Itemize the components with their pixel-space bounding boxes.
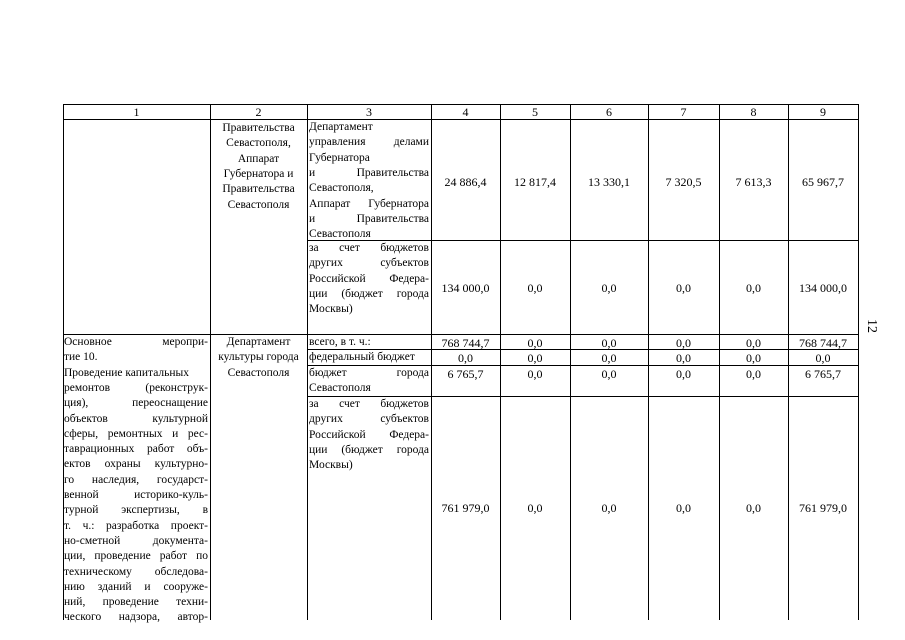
funding-source-line: Севастополя xyxy=(309,382,371,395)
value-cell: 0,0 xyxy=(601,501,617,515)
value-cell: 0,0 xyxy=(676,367,691,381)
value-cell: 0,0 xyxy=(676,281,691,295)
responsible-executor-line: Аппарат xyxy=(237,152,280,165)
funding-source-line: бюджет города xyxy=(309,367,429,379)
value-cell: 0,0 xyxy=(527,501,543,515)
funding-source-line: других субъектов xyxy=(309,413,429,426)
activity-description-line: Проведение капитальных xyxy=(64,366,190,379)
value-cell: 6 765,7 xyxy=(805,367,841,381)
activity-description-line: Основное меропри- xyxy=(64,336,208,348)
column-number: 1 xyxy=(133,105,140,119)
funding-source-line: Российской Федера- xyxy=(309,428,429,441)
activity-description-line: ция), переоснащение xyxy=(64,397,208,410)
activity-description-line: таврационных работ объ- xyxy=(64,443,208,456)
activity-description-line: го наследия, государст- xyxy=(64,473,208,486)
responsible-executor-line: Севастополя, xyxy=(226,137,291,150)
activity-description-line: ции, проведение работ по xyxy=(64,550,208,563)
value-cell: 24 886,4 xyxy=(444,175,487,189)
funding-source-line: Губернатора xyxy=(309,151,370,164)
activity-description-line: ектов охраны культурно- xyxy=(64,458,208,471)
activity-description-line: техническому обследова- xyxy=(64,565,208,578)
activity-description-line: турной экспертизы, в xyxy=(64,504,208,517)
value-cell: 7 613,3 xyxy=(735,175,772,189)
funding-source-line: федеральный бюджет xyxy=(309,351,415,363)
funding-source-line: за счет бюджетов xyxy=(309,398,429,410)
column-number: 2 xyxy=(255,105,262,119)
responsible-executor-line: Севастополя xyxy=(227,198,290,211)
activity-description-line: сферы, ремонтных и рес- xyxy=(64,427,208,440)
value-cell: 0,0 xyxy=(746,281,761,295)
responsible-executor-line: Правительства xyxy=(222,122,295,134)
responsible-executor-line: культуры города xyxy=(218,351,299,364)
funding-source-line: других субъектов xyxy=(309,257,429,270)
value-cell: 12 817,4 xyxy=(514,175,556,189)
value-cell: 0,0 xyxy=(746,367,761,381)
activity-description-line: ческого надзора, автор- xyxy=(64,611,208,624)
value-cell: 134 000,0 xyxy=(441,281,490,295)
value-cell: 7 320,5 xyxy=(665,175,702,189)
funding-source-line: Аппарат Губернатора xyxy=(309,197,429,210)
value-cell: 0,0 xyxy=(527,351,543,365)
activity-description-line: т. ч.: разработка проект- xyxy=(64,519,208,532)
responsible-executor-line: Правительства xyxy=(222,183,295,196)
column-number: 7 xyxy=(680,105,687,119)
activity-description-line: венной историко-куль- xyxy=(64,489,208,501)
page-number: 12 xyxy=(864,319,879,333)
column-border-9 xyxy=(858,104,859,620)
value-cell: 0,0 xyxy=(601,281,617,295)
funding-source-line: Москвы) xyxy=(309,303,353,316)
activity-description-line: тие 10. xyxy=(64,351,98,364)
funding-source-line: Севастополя, xyxy=(309,182,374,195)
funding-source-line: за счет бюджетов xyxy=(309,242,429,254)
value-cell: 65 967,7 xyxy=(802,175,844,189)
value-cell: 0,0 xyxy=(746,336,761,350)
column-number: 4 xyxy=(462,105,469,119)
activity-description-line: нию зданий и сооруже- xyxy=(64,580,208,593)
value-cell: 0,0 xyxy=(601,336,617,350)
value-cell: 768 744,7 xyxy=(441,336,490,350)
activity-description-line: ний, проведение техни- xyxy=(64,596,208,609)
value-cell: 0,0 xyxy=(527,367,543,381)
funding-source-line: и Правительства xyxy=(309,212,429,225)
column-number: 3 xyxy=(366,105,372,119)
value-cell: 0,0 xyxy=(527,281,543,295)
responsible-executor-line: Губернатора и xyxy=(223,167,294,180)
value-cell: 768 744,7 xyxy=(799,336,847,350)
value-cell: 0,0 xyxy=(746,501,761,515)
header-bottom-border xyxy=(63,119,858,120)
value-cell: 761 979,0 xyxy=(799,501,847,515)
column-number: 5 xyxy=(532,105,538,119)
value-cell: 13 330,1 xyxy=(588,175,630,189)
value-cell: 761 979,0 xyxy=(441,501,490,515)
column-number: 9 xyxy=(820,105,826,119)
funding-source-line: ции (бюджет города xyxy=(309,287,429,300)
funding-source-line: ции (бюджет города xyxy=(309,443,429,456)
responsible-executor-line: Севастополя xyxy=(227,366,290,379)
value-cell: 0,0 xyxy=(601,367,617,381)
funding-source-line: Российской Федера- xyxy=(309,272,429,285)
value-cell: 0,0 xyxy=(815,351,831,365)
funding-source-line: всего, в т. ч.: xyxy=(309,336,371,348)
value-cell: 0,0 xyxy=(746,351,761,365)
value-cell: 0,0 xyxy=(601,351,617,365)
funding-source-line: и Правительства xyxy=(309,166,429,179)
value-cell: 134 000,0 xyxy=(799,281,847,295)
funding-source-line: Департамент xyxy=(309,121,373,133)
activity-description-line: объектов культурной xyxy=(64,412,208,425)
funding-source-line: Севастополя xyxy=(309,228,371,241)
responsible-executor-line: Департамент xyxy=(226,336,291,348)
funding-source-line: управления делами xyxy=(309,136,429,149)
column-border-2 xyxy=(307,104,308,620)
funding-source-line: Москвы) xyxy=(309,459,353,472)
value-cell: 0,0 xyxy=(527,336,543,350)
value-cell: 0,0 xyxy=(676,351,691,365)
value-cell: 0,0 xyxy=(676,336,691,350)
activity-description-line: ремонтов (реконструк- xyxy=(64,381,208,394)
value-cell: 0,0 xyxy=(676,501,691,515)
value-cell: 6 765,7 xyxy=(447,367,484,381)
column-number: 8 xyxy=(750,105,757,119)
column-number: 6 xyxy=(606,105,612,119)
value-cell: 0,0 xyxy=(458,351,473,365)
activity-description-line: но-сметной документа- xyxy=(64,534,208,547)
